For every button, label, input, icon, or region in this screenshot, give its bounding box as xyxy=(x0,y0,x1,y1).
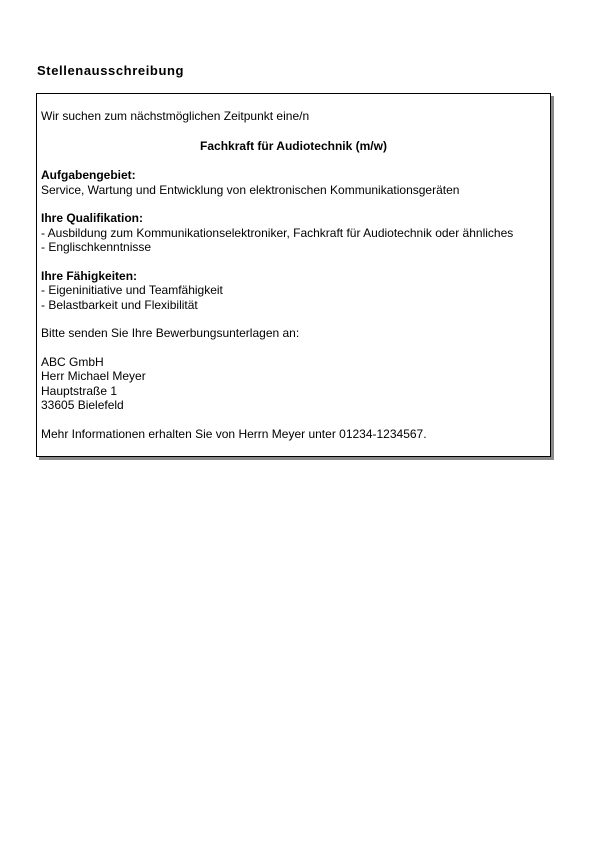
page-title: Stellenausschreibung xyxy=(37,63,185,78)
list-item: - Ausbildung zum Kommunikationselektroniker, Fachkraft für Audiotechnik oder ähnliches xyxy=(41,225,514,240)
address-city: 33605 Bielefeld xyxy=(41,398,124,412)
qualification-list xyxy=(41,226,546,255)
list-item: - Belastbarkeit und Flexibilität xyxy=(41,297,198,312)
tasks-heading: Aufgabengebiet: xyxy=(41,168,136,182)
list-item: - Eigeninitiative und Teamfähigkeit xyxy=(41,283,223,297)
job-ad-box xyxy=(36,93,551,457)
skills-heading: Ihre Fähigkeiten: xyxy=(41,268,138,283)
skills-section xyxy=(41,269,546,313)
more-info-text: Mehr Informationen erhalten Sie von Herrn Meyer unter 01234-1234567. xyxy=(41,426,427,441)
address-company: ABC GmbH xyxy=(41,354,104,369)
qualification-section xyxy=(41,211,546,255)
address-street: Hauptstraße 1 xyxy=(41,383,118,398)
skills-list xyxy=(41,283,546,312)
tasks-section xyxy=(41,168,546,197)
application-section xyxy=(41,326,546,341)
postal-address xyxy=(41,355,546,413)
list-item: - Englischkenntnisse xyxy=(41,240,152,254)
job-title: Fachkraft für Audiotechnik (m/w) xyxy=(200,138,387,153)
address-contact: Herr Michael Meyer xyxy=(41,369,146,383)
intro-text: Wir suchen zum nächstmöglichen Zeitpunkt eine/n xyxy=(41,109,310,123)
application-prompt: Bitte senden Sie Ihre Bewerbungsunterlagen an: xyxy=(41,326,300,340)
tasks-text: Service, Wartung und Entwicklung von elektronischen Kommunikationsgeräten xyxy=(41,182,460,197)
qualification-heading: Ihre Qualifikation: xyxy=(41,211,144,225)
